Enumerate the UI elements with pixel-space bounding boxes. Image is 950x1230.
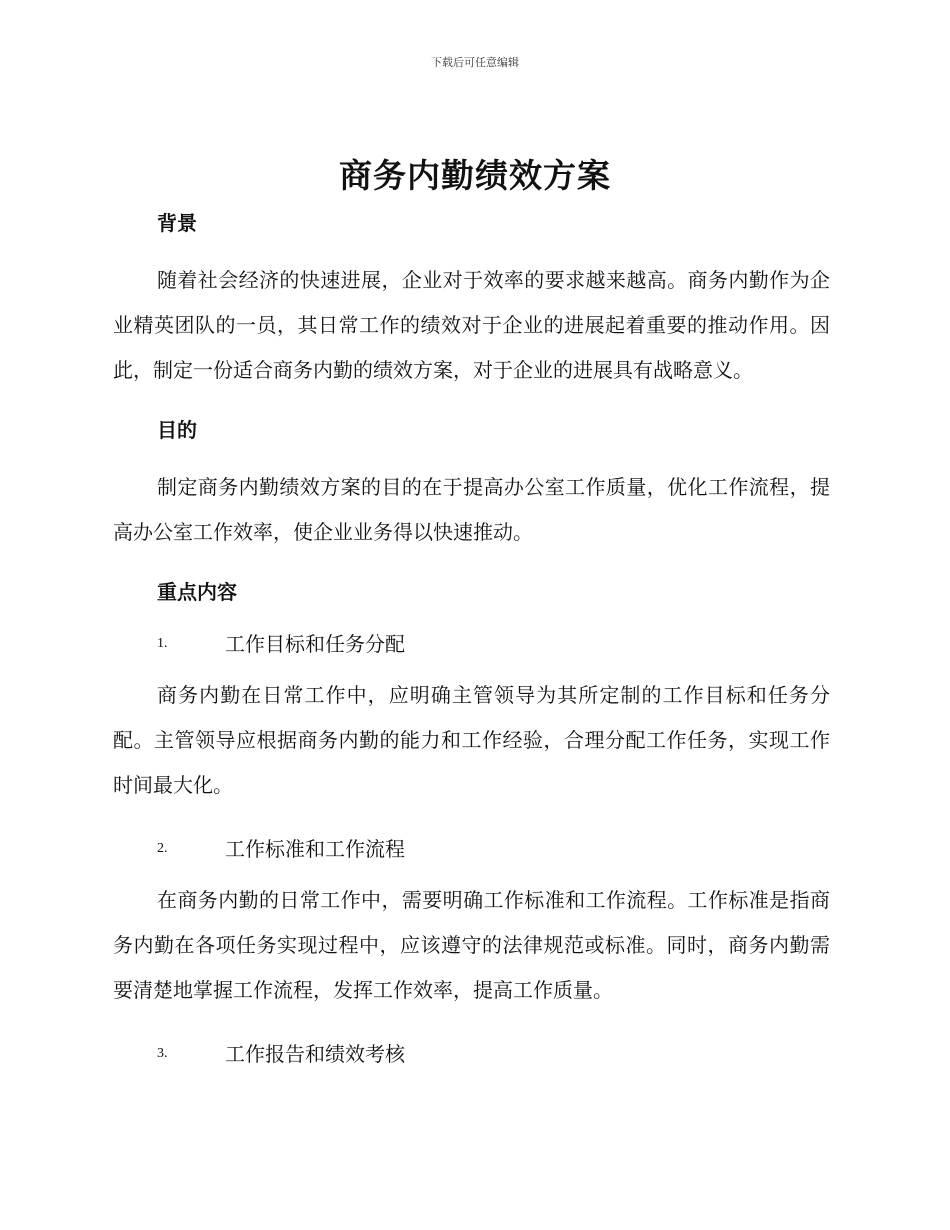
numbered-item-3 xyxy=(113,1025,830,1083)
section-heading-key-content: 重点内容 xyxy=(157,580,237,604)
item-2-paragraph: 在商务内勤的日常工作中，需要明确工作标准和工作流程。工作标准是指商务内勤在各项任务实现过程中，应该遵守的法律规范或标准。同时，商务内勤需要清楚地掌握工作流程，发挥工作效率，提高工作质量。 xyxy=(113,888,830,1002)
item-1-paragraph: 商务内勤在日常工作中，应明确主管领导为其所定制的工作目标和任务分配。主管领导应根据商务内勤的能力和工作经验，合理分配工作任务，实现工作时间最大化。 xyxy=(113,683,830,797)
item-title: 工作目标和任务分配 xyxy=(225,632,405,656)
item-number: 2. xyxy=(157,841,168,856)
document-title: 商务内勤绩效方案 xyxy=(339,156,611,195)
item-number: 1. xyxy=(157,636,168,651)
section-heading-purpose: 目的 xyxy=(157,418,197,442)
item-title: 工作报告和绩效考核 xyxy=(225,1042,405,1066)
document-body xyxy=(113,200,830,1083)
item-title: 工作标准和工作流程 xyxy=(225,837,405,861)
item-number: 3. xyxy=(157,1046,168,1061)
purpose-paragraph: 制定商务内勤绩效方案的目的在于提高办公室工作质量，优化工作流程，提高办公室工作效率，使企业业务得以快速推动。 xyxy=(113,475,830,544)
numbered-item-1 xyxy=(113,615,830,673)
background-paragraph: 随着社会经济的快速进展，企业对于效率的要求越来越高。商务内勤作为企业精英团队的一员，其日常工作的绩效对于企业的进展起着重要的推动作用。因此，制定一份适合商务内勤的绩效方案，对于企业的进展具有战略意义。 xyxy=(113,268,830,382)
section-heading-background: 背景 xyxy=(157,211,197,235)
numbered-item-2 xyxy=(113,820,830,878)
header-note: 下载后可任意编辑 xyxy=(431,56,519,69)
